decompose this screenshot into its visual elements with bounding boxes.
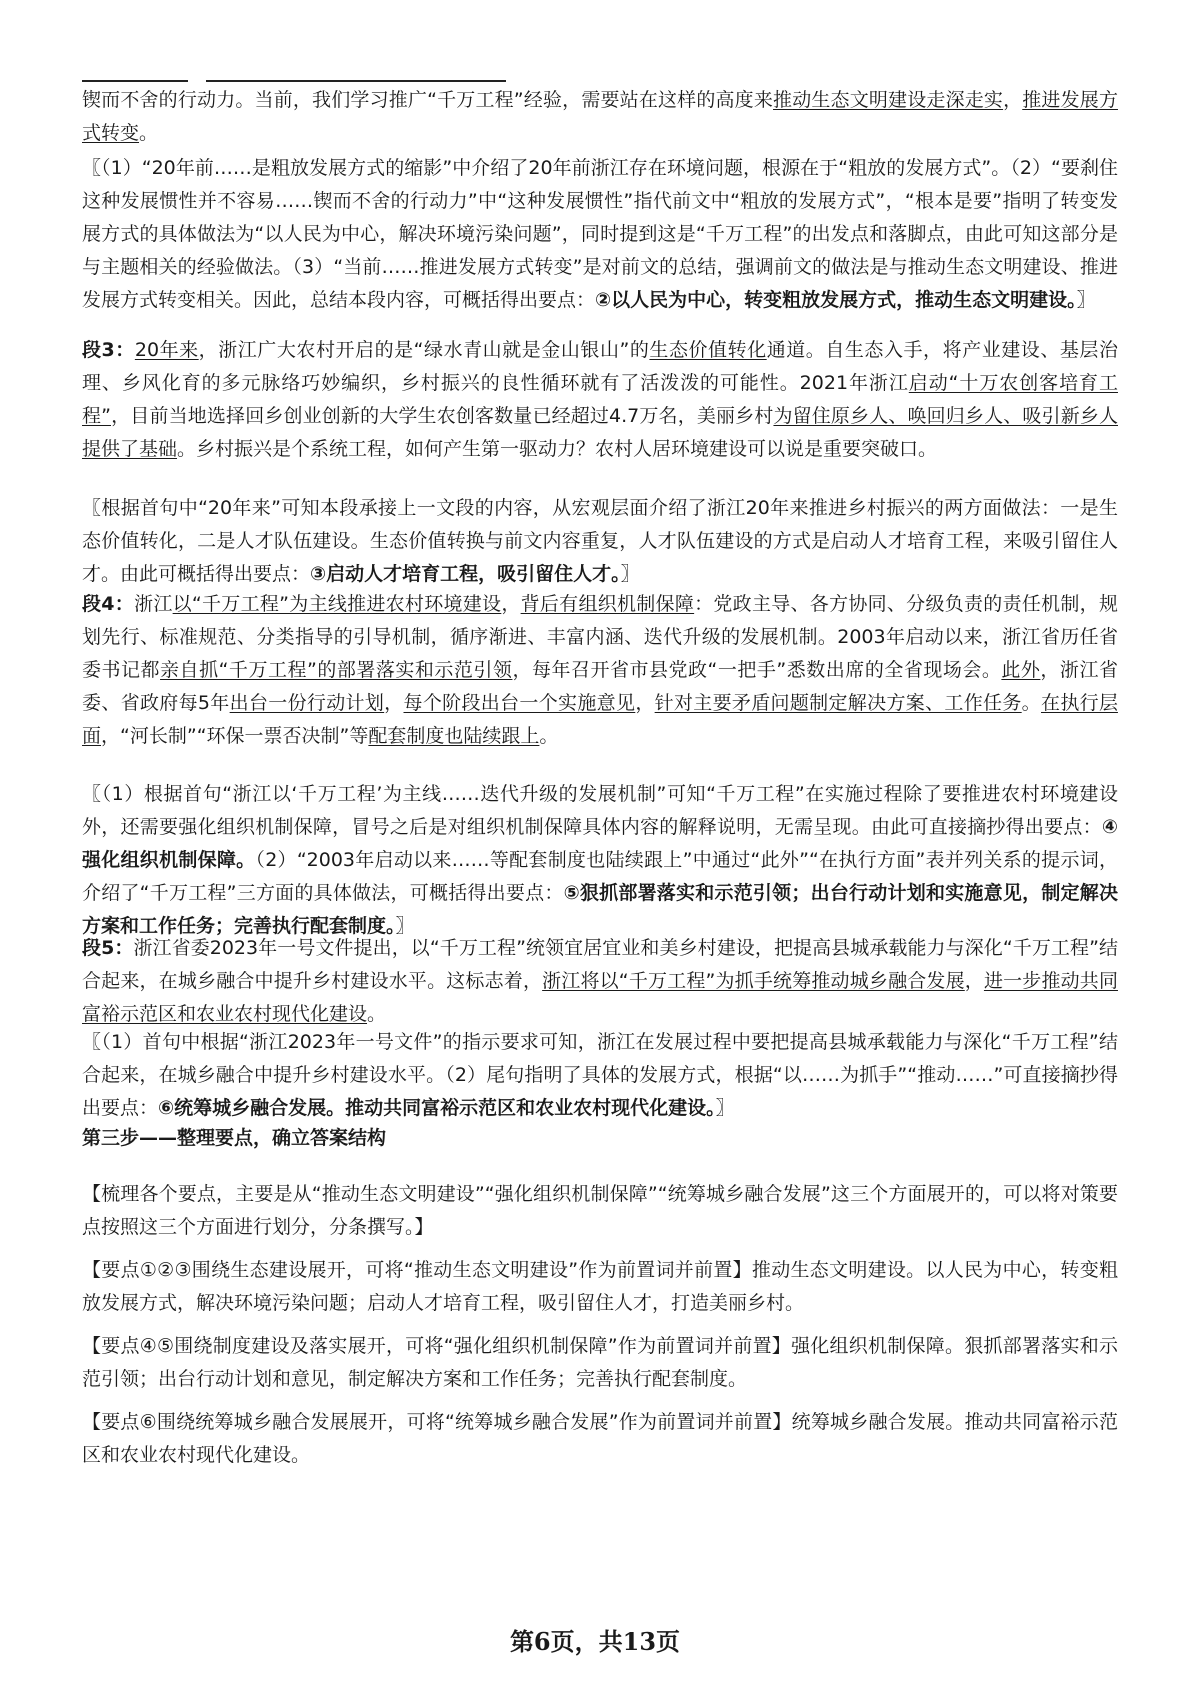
text: 。 — [1021, 692, 1041, 714]
underlined-text: 以“千万工程”为主线推进农村环境建设 — [172, 593, 502, 615]
bracket: 〗 — [620, 563, 640, 585]
text: ，浙江广大农村开启的是“绿水青山就是金山银山”的 — [198, 339, 650, 361]
text: 浙江 — [134, 593, 173, 615]
answer-text: 统筹城乡融合发展。推动共同富裕示范区和农业农村现代化建设。 — [82, 1411, 1118, 1466]
underlined-text: 为留住原乡人、唤回归乡人、吸引新乡人提供了基础 — [82, 405, 1118, 460]
text: ， — [384, 692, 404, 714]
underlined-text: 此外 — [1001, 659, 1041, 681]
paragraph-3 — [82, 334, 1118, 466]
step3-heading — [82, 1122, 1118, 1155]
analysis-text: 〖（1）“20年前……是粗放发展方式的缩影”中介绍了20年前浙江存在环境问题，根源在于“粗放的发展方式”。（2）“要刹住这种发展惯性并不容易……锲而不舍的行动力”中“这种发展惯性”指代前文中“粗放的发展方式”，“根本是要”指明了转变发展方式的具体做法为“以人民为中心，解决环境污染问题”，同时提到这是“千万工程”的出发点和落脚点，由此可知这部分是与主题相关的经验做法。（3）“当前……推进发展方式转变”是对前文的总结，强调前文的做法是与推动生态文明建设、推进发展方式转变相关。因此，总结本段内容，可概括得出要点： — [82, 157, 1118, 311]
text: 。 — [539, 725, 559, 747]
analysis-text: 〖（1）首句中根据“浙江2023年一号文件”的指示要求可知，浙江在发展过程中要把提高县城承载能力与深化“千万工程”结合起来，在城乡融合中提升乡村建设水平。（2）尾句指明了具体的发展方式，根据“以……为抓手”“推动……”可直接摘抄得出要点： — [82, 1031, 1118, 1119]
text: 锲而不舍的行动力。当前，我们学习推广“千万工程”经验，需要站在这样的高度来 — [82, 89, 774, 111]
key-point: ④强化组织机制保障。 — [82, 816, 1118, 871]
text: 。 — [367, 1003, 387, 1025]
text: ， — [635, 692, 655, 714]
sorting-text: 【梳理各个要点，主要是从“推动生态文明建设”“强化组织机制保障”“统筹城乡融合发展”这三个方面展开的，可以将对策要点按照这三个方面进行划分，分条撰写。】 — [82, 1183, 1118, 1238]
underlined-text: 在执行层面 — [82, 692, 1118, 747]
page-number: 第6页，共13页 — [509, 1627, 681, 1656]
bracket: 〗 — [1076, 289, 1096, 311]
text: ，“河长制”“环保一票否决制”等 — [101, 725, 369, 747]
key-point: ②以人民为中心，转变粗放发展方式，推动生态文明建设。 — [595, 289, 1077, 311]
answer-text: 推动生态文明建设。以人民为中心，转变粗放发展方式，解决环境污染问题；启动人才培育工程，吸引留住人才，打造美丽乡村。 — [82, 1259, 1118, 1314]
answer-point-1 — [82, 1254, 1118, 1320]
underlined-text: 浙江将以“千万工程”为抓手统筹推动城乡融合发展 — [542, 970, 965, 992]
analysis-block-4 — [82, 778, 1118, 943]
answer-point-3 — [82, 1406, 1118, 1472]
underlined-text: 配套制度也陆续跟上 — [368, 725, 540, 747]
text: 通道。自生态入手，将产业建设、基层治理、乡风化育的多元脉络巧妙编织，乡村振兴的良性循环就有了活泼泼的可能性。2021年浙江 — [82, 339, 1118, 394]
underlined-text: 针对主要矛盾问题制定解决方案、工作任务 — [654, 692, 1022, 714]
underlined-text: 20年来 — [134, 339, 199, 361]
paragraph-continuation — [82, 84, 1118, 150]
underlined-text: 进一步推动共同富裕示范区和农业农村现代化建设 — [82, 970, 1118, 1025]
underlined-text: 每个阶段出台一个实施意见 — [403, 692, 636, 714]
underlined-text: 启动“十万农创客培育工程” — [82, 372, 1118, 427]
paragraph-label: 段4： — [82, 593, 135, 615]
paragraph-5 — [82, 932, 1118, 1031]
paragraph-4 — [82, 588, 1118, 753]
paragraph-label: 段3： — [82, 339, 135, 361]
page-content — [82, 72, 1118, 1466]
text: ，浙江省委、省政府每5年 — [82, 659, 1118, 714]
text: 浙江省委2023年一号文件提出，以“千万工程”统领宜居宜业和美乡村建设，把提高县城承载能力与深化“千万工程”结合起来，在城乡融合中提升乡村建设水平。这标志着， — [82, 937, 1118, 992]
text: ， — [964, 970, 984, 992]
analysis-text: （2）“2003年启动以来……等配套制度也陆续跟上”中通过“此外”“在执行方面”表并列关系的提示词，介绍了“千万工程”三方面的具体做法，可概括得出要点： — [82, 849, 1118, 904]
rule-line-short — [82, 80, 188, 82]
paragraph-label: 段5： — [82, 937, 134, 959]
text: 。乡村振兴是个系统工程，如何产生第一驱动力？农村人居环境建设可以说是重要突破口。 — [177, 438, 938, 460]
analysis-text: 〖根据首句中“20年来”可知本段承接上一文段的内容，从宏观层面介绍了浙江20年来推进乡村振兴的两方面做法：一是生态价值转化，二是人才队伍建设。生态价值转换与前文内容重复，人才队伍建设的方式是启动人才培育工程，来吸引留住人才。由此可概括得出要点： — [82, 497, 1118, 585]
answer-text: 强化组织机制保障。狠抓部署落实和示范引领；出台行动计划和意见，制定解决方案和工作任务；完善执行配套制度。 — [82, 1335, 1118, 1390]
underlined-text: 推进发展方式转变 — [82, 89, 1118, 144]
text: 。 — [139, 122, 159, 144]
key-point: ③启动人才培育工程，吸引留住人才。 — [310, 563, 621, 585]
answer-tag: 【要点①②③围绕生态建设展开，可将“推动生态文明建设”作为前置词并前置】 — [82, 1259, 752, 1281]
analysis-block-5 — [82, 1026, 1118, 1125]
analysis-block-1 — [82, 152, 1118, 317]
text: ， — [1003, 89, 1023, 111]
answer-tag: 【要点⑥围绕统筹城乡融合发展展开，可将“统筹城乡融合发展”作为前置词并前置】 — [82, 1411, 792, 1433]
sorting-note — [82, 1178, 1118, 1244]
text: ， — [501, 593, 521, 615]
key-point: ⑤狠抓部署落实和示范引领；出台行动计划和实施意见，制定解决方案和工作任务；完善执行配套制度。 — [82, 882, 1118, 937]
bracket: 〗 — [395, 915, 415, 937]
analysis-block-3 — [82, 492, 1118, 591]
text: ，每年召开省市县党政“一把手”悉数出席的全省现场会。 — [512, 659, 1002, 681]
underlined-text: 生态价值转化 — [649, 339, 767, 361]
answer-point-2 — [82, 1330, 1118, 1396]
underlined-text: 背后有组织机制保障 — [520, 593, 695, 615]
section-heading: 第三步——整理要点，确立答案结构 — [82, 1127, 387, 1149]
underlined-text: 亲自抓“千万工程”的部署落实和示范引领 — [160, 659, 513, 681]
rule-line-long — [206, 80, 506, 82]
answer-tag: 【要点④⑤围绕制度建设及落实展开，可将“强化组织机制保障”作为前置词并前置】 — [82, 1335, 792, 1357]
top-rule-lines — [82, 72, 1118, 84]
text: ：党政主导、各方协同、分级负责的责任机制，规划先行、标准规范、分类指导的引导机制，循序渐进、丰富内涵、迭代升级的发展机制。2003年启动以来，浙江省历任省委书记都 — [82, 593, 1118, 681]
underlined-text: 推动生态文明建设走深走实 — [773, 89, 1004, 111]
text: ，目前当地选择回乡创业创新的大学生农创客数量已经超过4.7万名，美丽乡村 — [111, 405, 774, 427]
bracket: 〗 — [715, 1097, 735, 1119]
analysis-text: 〖（1）根据首句“浙江以‘千万工程’为主线……迭代升级的发展机制”可知“千万工程”在实施过程除了要推进农村环境建设外，还需要强化组织机制保障，冒号之后是对组织机制保障具体内容的解释说明，无需呈现。由此可直接摘抄得出要点： — [82, 783, 1118, 838]
key-point: ⑥统筹城乡融合发展。推动共同富裕示范区和农业农村现代化建设。 — [158, 1097, 716, 1119]
underlined-text: 出台一份行动计划 — [229, 692, 385, 714]
